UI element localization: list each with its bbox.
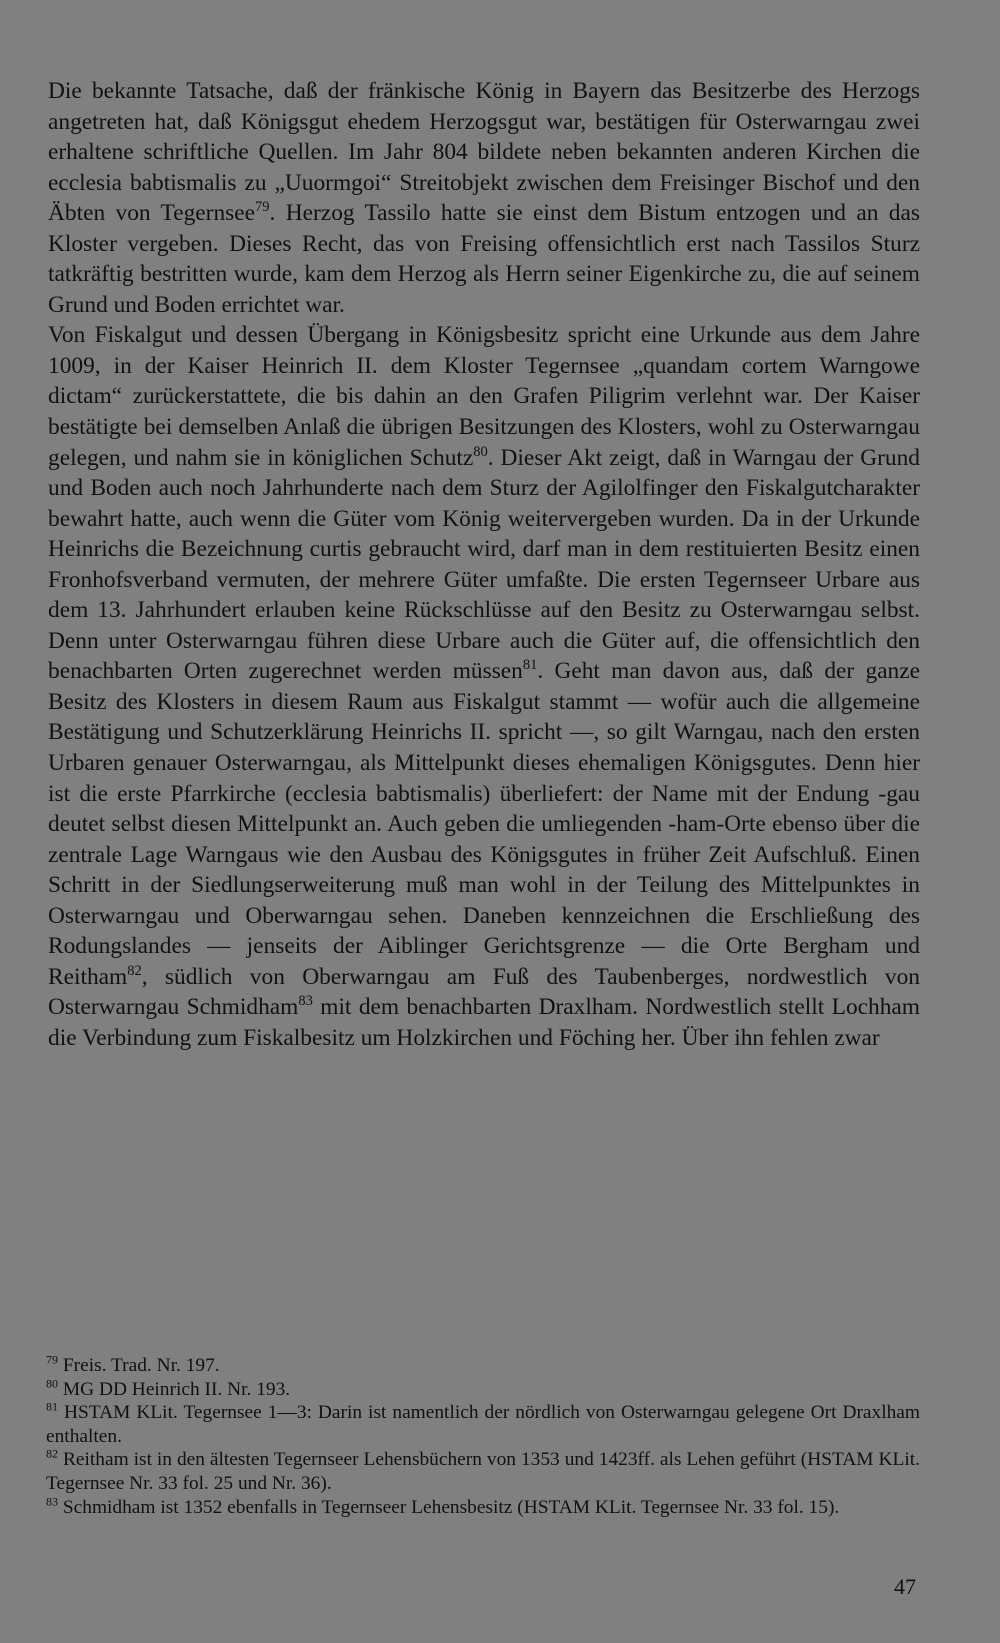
- footnote-number: 82: [46, 1446, 59, 1461]
- footnote-ref-83: 83: [298, 993, 313, 1010]
- footnote-ref-82: 82: [127, 963, 142, 980]
- footnote-ref-80: 80: [473, 443, 488, 460]
- footnote-81: [46, 1401, 920, 1448]
- paragraph-1-text-2: . Herzog Tassilo hatte sie einst dem Bistum entzogen und an das Kloster vergeben. Dieses Recht, das von Freising offensichtlich erst nach Tassilos Sturz tatkräftig bestritten wurde, kam dem Herzog als Herrn seiner Eigenkirche zu, die auf seinem Grund und Boden errichtet war.: [48, 200, 920, 318]
- footnote-number: 80: [46, 1376, 59, 1391]
- paragraph-1-text-1: Die bekannte Tatsache, daß der fränkische König in Bayern das Besitzerbe des Herzogs angetreten hat, daß Königsgut ehedem Herzogsgut war, bestätigen für Osterwarngau zwei erhaltene schriftliche Quellen. Im Jahr 804 bildete neben bekannten anderen Kirchen die ecclesia babtismalis zu „Uuormgoi“ Streitobjekt zwischen dem Freisinger Bischof und den Äbten von Tegernsee: [48, 78, 920, 227]
- footnote-text: HSTAM KLit. Tegernsee 1—3: Darin ist namentlich der nördlich von Osterwarngau gelegene Ort Draxlham enthalten.: [46, 1402, 920, 1447]
- footnote-80: [46, 1378, 920, 1402]
- footnote-ref-79: 79: [255, 199, 270, 216]
- footnote-text: Schmidham ist 1352 ebenfalls in Tegernseer Lehensbesitz (HSTAM KLit. Tegernsee Nr. 33 fol. 15).: [58, 1496, 840, 1518]
- footnote-79: [46, 1354, 920, 1378]
- footnote-83: [46, 1496, 920, 1520]
- footnote-ref-81: 81: [522, 657, 538, 674]
- footnotes: [46, 1354, 920, 1519]
- paragraph-2-text-2: . Dieser Akt zeigt, daß in Warngau der Grund und Boden auch noch Jahrhunderte nach dem Sturz der Agilolfinger den Fiskalgutcharakter bewahrt hatte, auch wenn die Güter vom König weitervergeben wurden. Da in der Urkunde Heinrichs die Bezeichnung curtis gebraucht wird, darf man in dem restituierten Besitz einen Fronhofsverband vermuten, der mehrere Güter umfaßte. Die ersten Tegernseer Urbare aus dem 13. Jahrhundert erlauben keine Rückschlüsse auf den Besitz zu Osterwarngau selbst. Denn unter Osterwarngau führen diese Urbare auch die Güter auf, die offensichtlich den benachbarten Orten zugerechnet werden müssen: [48, 444, 920, 685]
- footnote-number: 79: [46, 1352, 59, 1367]
- paragraph-2-text-1: Von Fiskalgut und dessen Übergang in Königsbesitz spricht eine Urkunde aus dem Jahre 1009, in der Kaiser Heinrich II. dem Kloster Tegernsee „quandam cortem Warngowe dictam“ zurückerstattete, die bis dahin an den Grafen Piligrim verlehnt war. Der Kaiser bestätigte bei demselben Anlaß die übrigen Besitzungen des Klosters, wohl zu Osterwarngau gelegen, und nahm sie in königlichen Schutz: [48, 322, 920, 471]
- footnote-text: Reitham ist in den ältesten Tegernseer Lehensbüchern von 1353 und 1423ff. als Lehen geführt (HSTAM KLit. Tegernsee Nr. 33 fol. 25 und Nr. 36).: [46, 1449, 920, 1494]
- footnote-82: [46, 1448, 920, 1495]
- page-number: 47: [894, 1574, 916, 1599]
- paragraph-1: [48, 76, 920, 320]
- footnote-number: 83: [46, 1494, 59, 1509]
- paragraph-2-text-5: mit dem benachbarten Draxlham. Nordwestlich stellt Lochham die Verbindung zum Fiskalbesitz um Holzkirchen und Föching her. Über ihn fehlen zwar: [48, 994, 920, 1051]
- paragraph-2-text-4: , südlich von Oberwarngau am Fuß des Taubenberges, nordwestlich von Osterwarngau Schmidham: [48, 963, 920, 1021]
- footnote-number: 81: [46, 1399, 59, 1414]
- footnote-text: Freis. Trad. Nr. 197.: [58, 1355, 220, 1376]
- paragraph-2: [48, 320, 920, 1053]
- main-text: [48, 76, 920, 1054]
- paragraph-2-text-3: . Geht man davon aus, daß der ganze Besitz des Klosters in diesem Raum aus Fiskalgut stammt — wofür auch die allgemeine Bestätigung und Schutzerklärung Heinrichs II. spricht —, so gilt Warngau, nach den ersten Urbaren genauer Osterwarngau, als Mittelpunkt dieses ehemaligen Königsgutes. Denn hier ist die erste Pfarrkirche (ecclesia babtismalis) überliefert: der Name mit der Endung -gau deutet selbst diesen Mittelpunkt an. Auch geben die umliegenden -ham-Orte ebenso über die zentrale Lage Warngaus wie den Ausbau des Königsgutes in früher Zeit Aufschluß. Einen Schritt in der Siedlungserweiterung muß man wohl in der Teilung des Mittelpunktes in Osterwarngau und Oberwarngau sehen. Daneben kennzeichnen die Erschließung des Rodungslandes — jenseits der Aiblinger Gerichtsgrenze — die Orte Bergham und Reitham: [48, 658, 920, 990]
- footnote-text: MG DD Heinrich II. Nr. 193.: [58, 1378, 291, 1400]
